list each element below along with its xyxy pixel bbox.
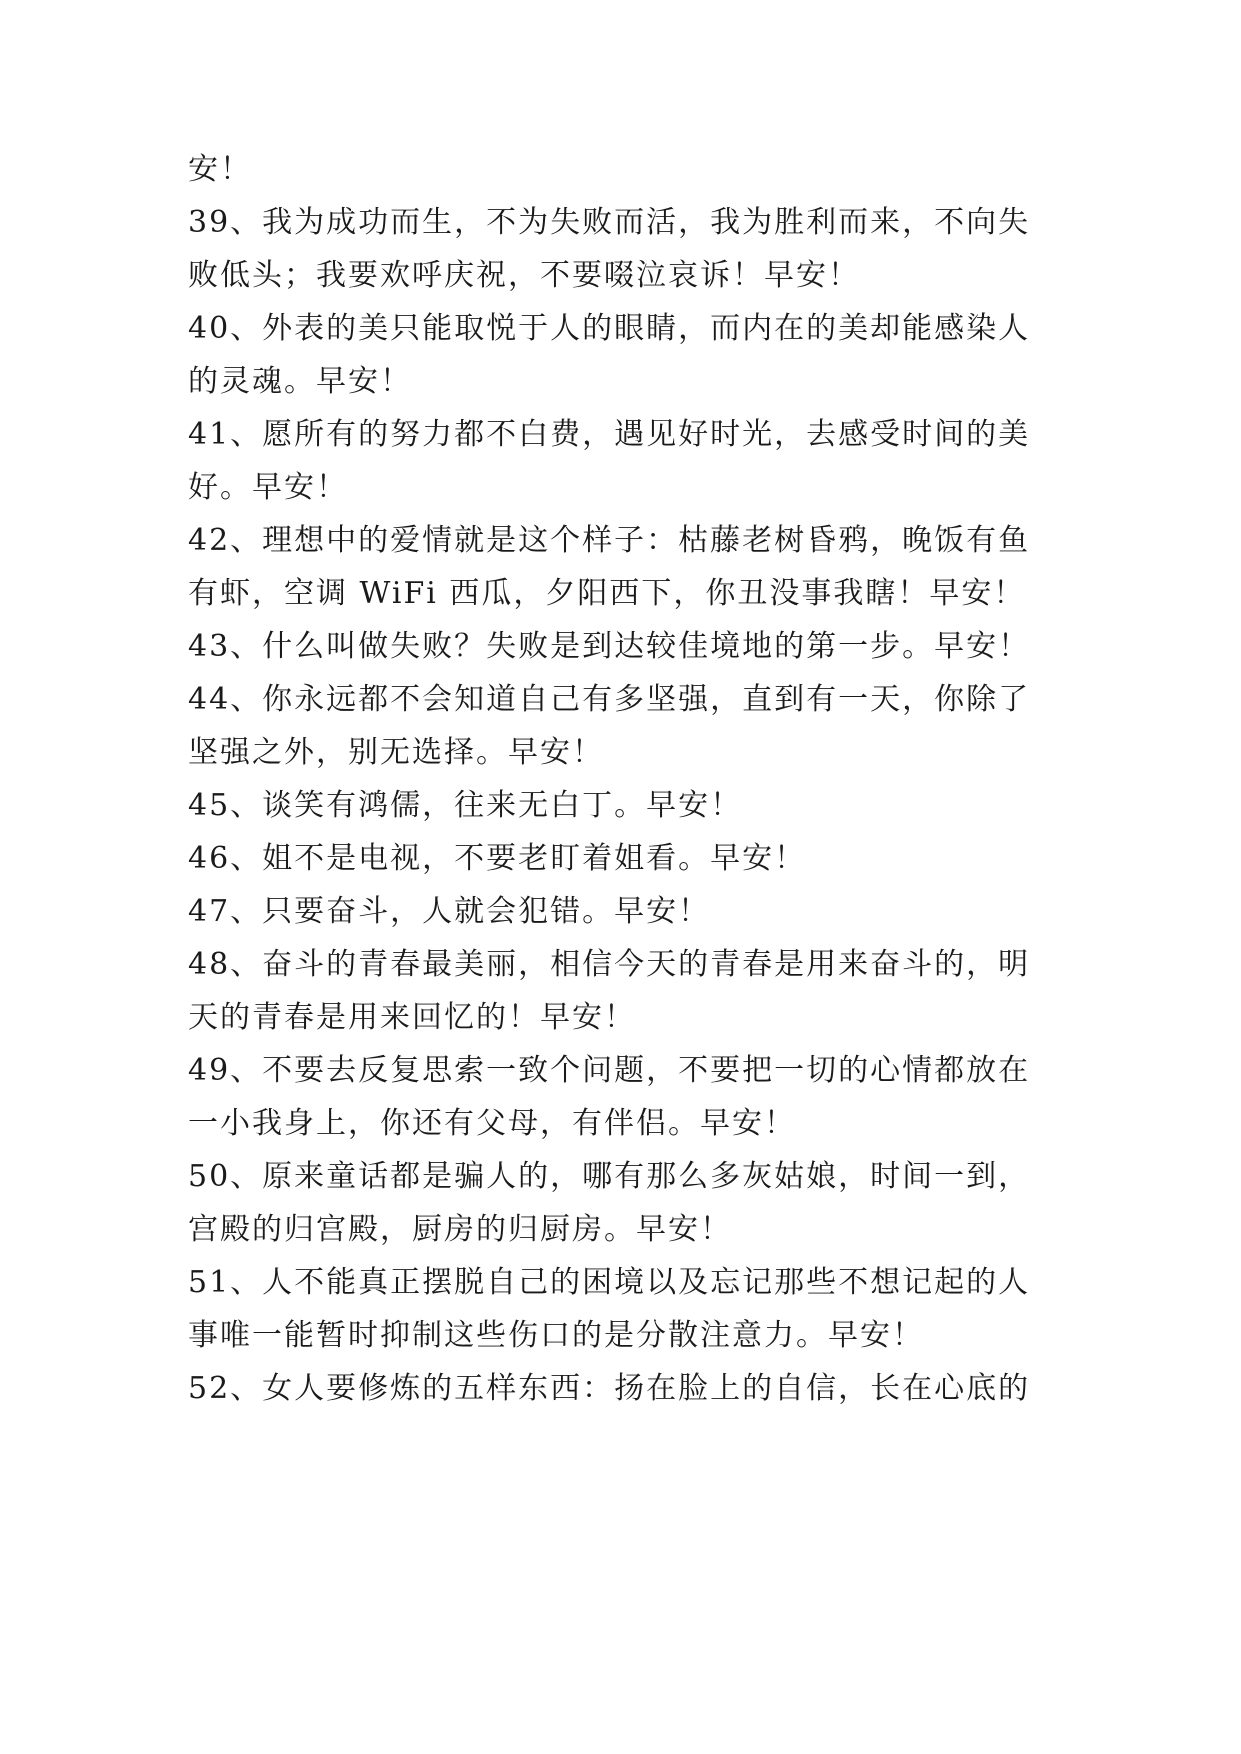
text-line: 41、愿所有的努力都不白费，遇见好时光，去感受时间的美 (188, 417, 1031, 452)
text-line: 51、人不能真正摆脱自己的困境以及忘记那些不想记起的人 (188, 1265, 1031, 1300)
text-line: 46、姐不是电视，不要老盯着姐看。早安！ (188, 841, 807, 876)
text-line: 有虾，空调 WiFi 西瓜，夕阳西下，你丑没事我瞎！早安！ (188, 576, 1026, 611)
text-line: 45、谈笑有鸿儒，往来无白丁。早安！ (188, 788, 743, 823)
text-line: 一小我身上，你还有父母，有伴侣。早安！ (188, 1106, 796, 1141)
text-line: 39、我为成功而生，不为失败而活，我为胜利而来，不向失 (188, 205, 1031, 240)
text-line: 50、原来童话都是骗人的，哪有那么多灰姑娘，时间一到， (188, 1159, 1031, 1194)
text-line: 49、不要去反复思索一致个问题，不要把一切的心情都放在 (188, 1053, 1031, 1088)
text-line: 的灵魂。早安！ (188, 364, 412, 399)
text-line: 47、只要奋斗，人就会犯错。早安！ (188, 894, 711, 929)
text-line: 44、你永远都不会知道自己有多坚强，直到有一天，你除了 (188, 682, 1031, 717)
text-line: 坚强之外，别无选择。早安！ (188, 735, 604, 770)
text-line: 天的青春是用来回忆的！早安！ (188, 1000, 636, 1035)
text-line: 43、什么叫做失败？失败是到达较佳境地的第一步。早安！ (188, 629, 1031, 664)
text-line: 败低头；我要欢呼庆祝，不要啜泣哀诉！早安！ (188, 258, 860, 293)
text-line: 好。早安！ (188, 470, 348, 505)
text-line: 40、外表的美只能取悦于人的眼睛，而内在的美却能感染人 (188, 311, 1031, 346)
text-line: 52、女人要修炼的五样东西：扬在脸上的自信，长在心底的 (188, 1371, 1031, 1406)
text-line: 42、理想中的爱情就是这个样子：枯藤老树昏鸦，晚饭有鱼 (188, 523, 1031, 558)
text-line: 宫殿的归宫殿，厨房的归厨房。早安！ (188, 1212, 732, 1247)
text-line: 安！ (188, 152, 252, 187)
text-line: 事唯一能暂时抑制这些伤口的是分散注意力。早安！ (188, 1318, 924, 1353)
text-line: 48、奋斗的青春最美丽，相信今天的青春是用来奋斗的，明 (188, 947, 1031, 982)
